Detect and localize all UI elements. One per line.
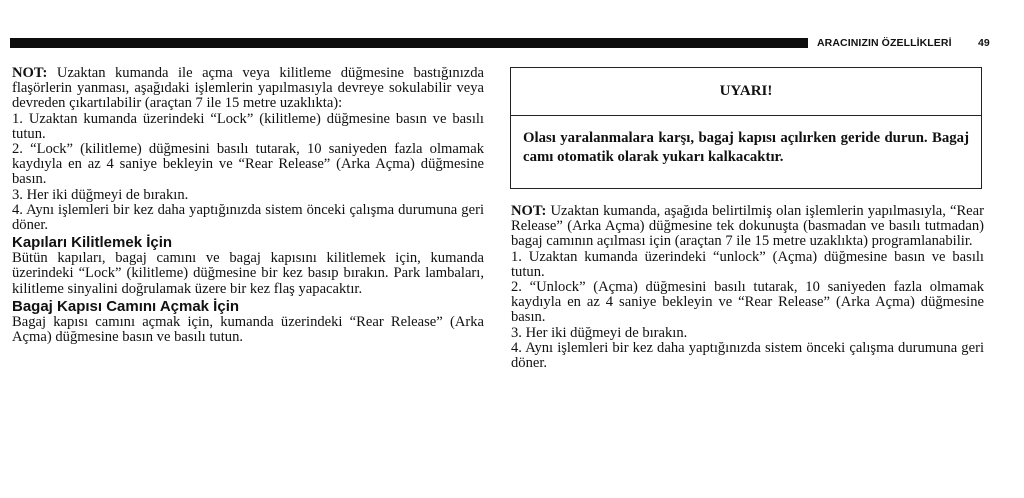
step-4: 4. Aynı işlemleri bir kez daha yaptığınızda sistem önceki çalışma durumuna geri döner. [511,339,984,372]
section-body-lock-doors: Bütün kapıları, bagaj camını ve bagaj kapısını kilitlemek için, kumanda üzerindeki “Lock” (kilitleme) düğmesine bir kez basıp bırakın. Park lambaları, kilitleme sinyalini doğrulamak üzere bir kez flaş yapacaktır. [12,250,484,297]
step-1: 1. Uzaktan kumanda üzerindeki “Lock” (kilitleme) düğmesine basın ve basılı tutun. [12,110,484,142]
running-header-title: ARACINIZIN ÖZELLİKLERİ [817,37,952,49]
warning-box [510,67,982,189]
section-heading-open-liftgate-glass: Bagaj Kapısı Camını Açmak İçin [12,297,240,315]
step-1: 1. Uzaktan kumanda üzerindeki “unlock” (Açma) düğmesine basın ve basılı tutun. [511,248,984,280]
step-2: 2. “Unlock” (Açma) düğmesini basılı tutarak, 10 saniyeden fazla olmamak kaydıyla en az 4 saniye bekleyin ve “Rear Release” (Arka Açma) düğmesine basın. [511,279,984,326]
step-2: 2. “Lock” (kilitleme) düğmesini basılı tutarak, 10 saniyeden fazla olmamak kaydıyla en az 4 saniye bekleyin ve “Rear Release” (Arka Açma) düğmesine basın. [12,141,484,188]
note-text: Uzaktan kumanda ile açma veya kilitleme düğmesine bastığınızda flaşörlerin yanması, aşağıdaki işlemlerin yapılmasıyla devreye sokulabilir veya devreden çıkartılabilir (araçtan 7 ile 15 metre uzaklıkta): [12,65,484,112]
note-label: NOT: [511,203,547,219]
note-paragraph [511,204,984,250]
right-column [511,204,984,371]
note-paragraph [12,66,484,112]
section-body-open-liftgate-glass: Bagaj kapısı camını açmak için, kumanda üzerindeki “Rear Release” (Arka Açma) düğmesine basın ve basılı tutun. [12,313,484,346]
page-number: 49 [978,37,990,49]
step-3: 3. Her iki düğmeyi de bırakın. [12,186,189,203]
step-4: 4. Aynı işlemleri bir kez daha yaptığınızda sistem önceki çalışma durumuna geri döner. [12,201,484,234]
header-rule [10,38,808,48]
warning-body: Olası yaralanmalara karşı, bagaj kapısı açılırken geride durun. Bagaj camı otomatik olarak yukarı kalkacaktır. [523,130,969,165]
section-heading-lock-doors: Kapıları Kilitlemek İçin [12,234,173,252]
left-column [12,66,484,345]
step-3: 3. Her iki düğmeyi de bırakın. [511,324,688,341]
note-label: NOT: [12,65,48,81]
warning-title: UYARI! [511,68,981,116]
note-text: Uzaktan kumanda, aşağıda belirtilmiş olan işlemlerin yapılmasıyla, “Rear Release” (Arka Açma) düğmesine tek dokunuşta (basmadan ve basılı tutmadan) bagaj camının açılması için (araçtan 7 ile 15 metre uzaklıkta) programlanabilir. [511,203,984,250]
